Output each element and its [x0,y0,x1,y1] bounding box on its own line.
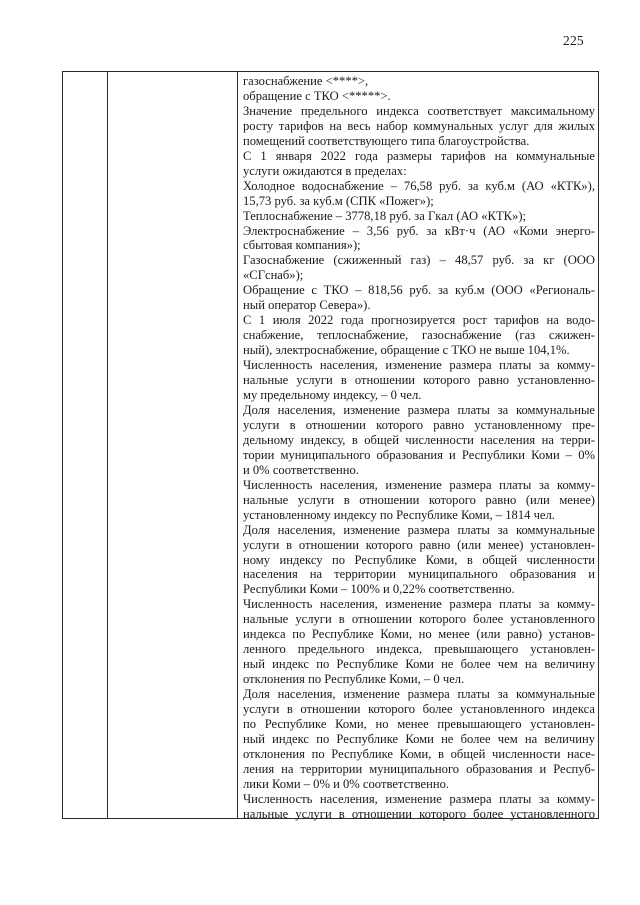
text-line: услуги в отношении которого равно (или менее) установлен- [243,537,595,552]
text-line: отклонения по Республике Коми, в общей численности насе- [243,746,595,761]
text-line: С 1 января 2022 года размеры тарифов на коммунальные [243,148,595,163]
text-line: дельному индексу, в общей численности населения на терри- [243,432,595,447]
text-line: газоснабжение <****>, [243,74,369,88]
text-line: ному индексу по Республике Коми, в общей численности [243,552,595,567]
text-line: установленному индексу по Республике Коми, – 1814 чел. [243,507,555,522]
text-line: Доля населения, изменение размера платы за коммунальные [243,402,595,417]
text-line: 15,73 руб. за куб.м (СПК «Пожег»); [243,193,434,208]
text-line: Численность населения, изменение размера платы за комму- [243,358,595,373]
text-line: сбытовая компания»); [243,238,361,253]
text-line: ленного предельного индекса, превышающего установлен- [243,642,595,657]
text-line: населения на территории муниципального образования и [243,567,595,582]
text-line: ления на территории муниципального образования и Респуб- [243,761,595,776]
text-line: обращение с ТКО <*****>. [243,88,391,103]
text-line: услуги ожидаются в пределах: [243,163,407,178]
table-cell-text [243,74,595,822]
text-line: Газоснабжение (сжиженный газ) – 48,57 руб. за кг (ООО [243,253,595,268]
table-column-divider [237,72,238,818]
text-line: ный индекс по Республике Коми не более чем на величину [243,731,595,746]
table-column-divider [107,72,108,818]
text-line: Электроснабжение – 3,56 руб. за кВт·ч (АО «Коми энерго- [243,223,595,238]
text-line: ный оператор Севера»). [243,298,371,313]
text-line: Теплоснабжение – 3778,18 руб. за Гкал (АО «КТК»); [243,208,527,223]
text-line: Республики Коми – 100% и 0,22% соответственно. [243,582,515,597]
text-line: нальные услуги в отношении которого равно (или менее) [243,492,595,507]
text-line: Численность населения, изменение размера платы за комму- [243,477,595,492]
text-line: нальные услуги в отношении которого более установленного [243,806,595,821]
text-line: му предельному индексу, – 0 чел. [243,388,422,403]
text-line: и 0% соответственно. [243,462,359,477]
text-line: росту тарифов на весь набор коммунальных услуг для жилых [243,118,595,133]
text-line: «СГснаб»); [243,268,304,283]
text-line: С 1 июля 2022 года прогнозируется рост тарифов на водо- [243,313,595,328]
text-line: Значение предельного индекса соответствует максимальному [243,103,595,118]
text-line: Доля населения, изменение размера платы за коммунальные [243,687,595,702]
text-line: Численность населения, изменение размера платы за комму- [243,597,595,612]
text-line: Доля населения, изменение размера платы за коммунальные [243,522,595,537]
text-line: нальные услуги в отношении которого равно установленно- [243,373,595,388]
text-line: ный индекс по Республике Коми не более чем на величину [243,657,595,672]
text-line: услуги в отношении которого более установленного индекса [243,702,595,717]
text-line: тории муниципального образования и Республики Коми – 0% [243,447,595,462]
text-line: снабжение, теплоснабжение, газоснабжение (газ сжижен- [243,328,595,343]
text-line: по Республике Коми, но менее превышающего установлен- [243,716,595,731]
text-line: Холодное водоснабжение – 76,58 руб. за куб.м (АО «КТК»), [243,178,595,193]
document-table [62,71,599,819]
text-line: отклонения по Республике Коми, – 0 чел. [243,672,465,687]
page-number: 225 [563,33,584,48]
text-line: услуги в отношении которого равно установленному пре- [243,417,595,432]
text-line: лики Коми – 0% и 0% соответственно. [243,776,450,791]
text-line: ный), электроснабжение, обращение с ТКО не выше 104,1%. [243,343,570,358]
text-line: помещений соответствующего типа благоустройства. [243,133,530,148]
text-line: нальные услуги в отношении которого более установленного [243,612,595,627]
text-line: Обращение с ТКО – 818,56 руб. за куб.м (ООО «Региональ- [243,283,595,298]
text-line: Численность населения, изменение размера платы за комму- [243,791,595,806]
text-line: индекса по Республике Коми, но менее (или равно) установ- [243,627,595,642]
